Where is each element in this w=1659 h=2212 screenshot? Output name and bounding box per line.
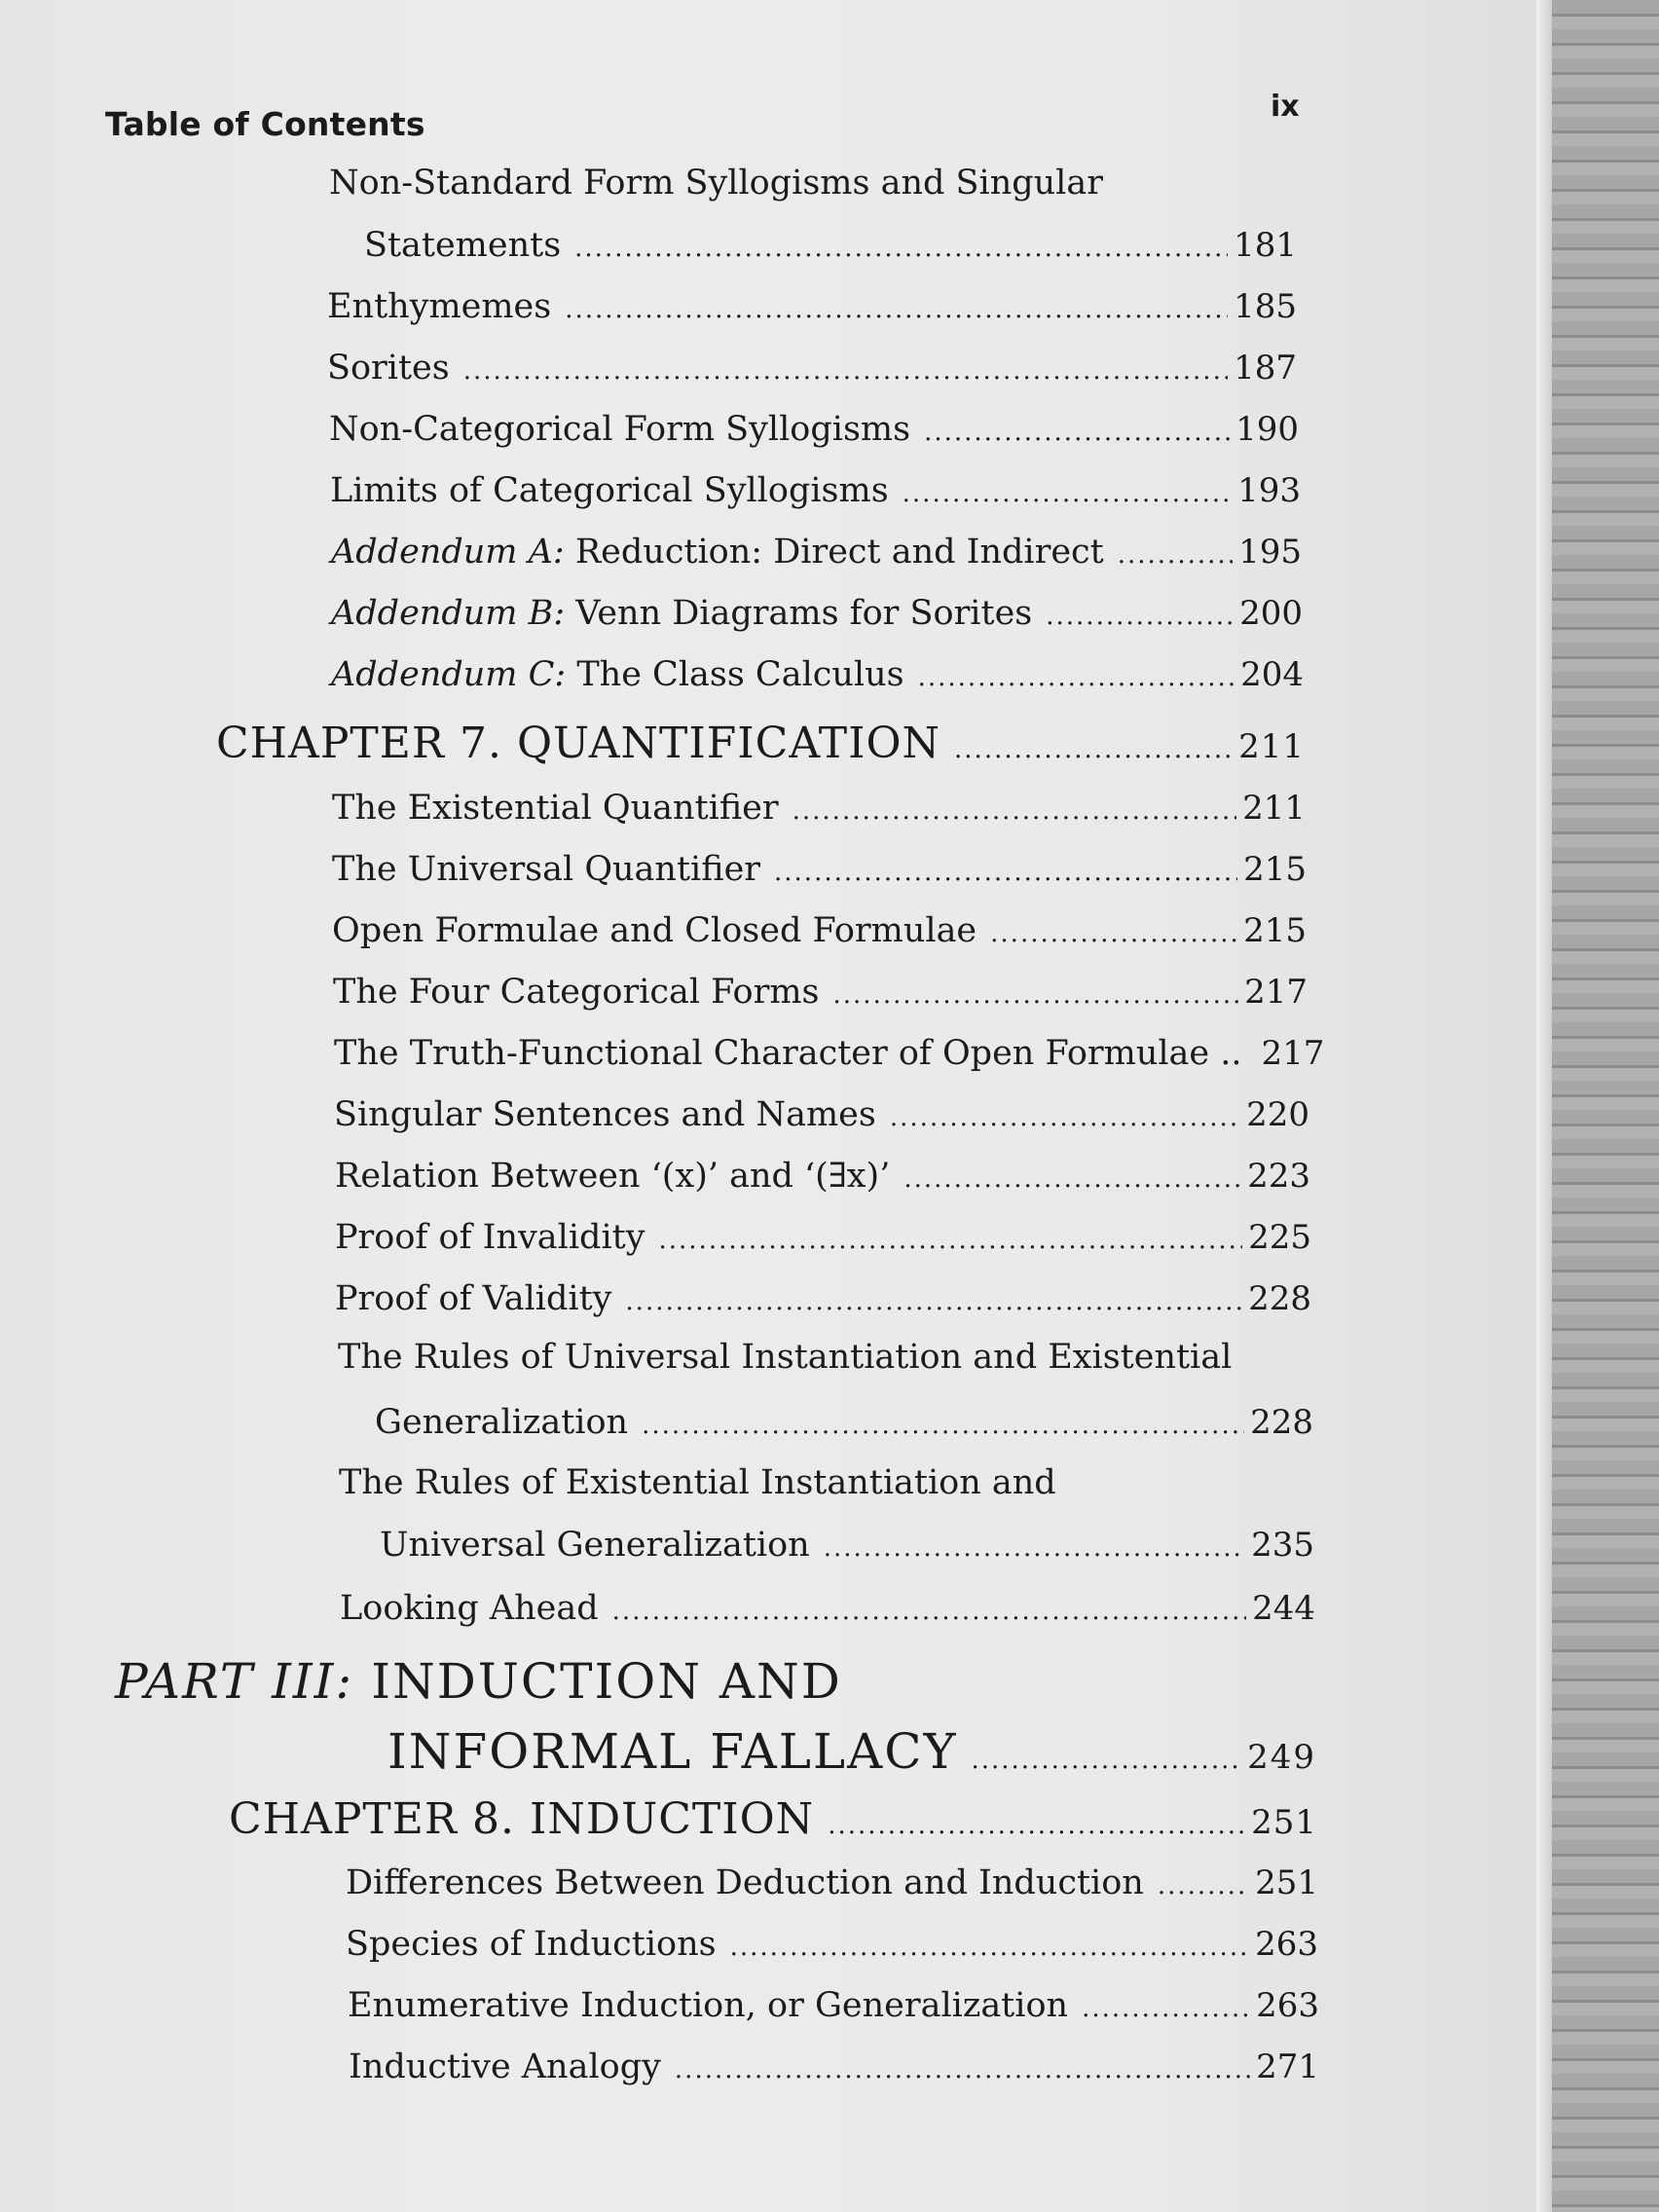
toc-entry-text-line1: Non-Standard Form Syllogisms and Singular [329, 164, 1103, 203]
part-label: PART III: [115, 1653, 354, 1710]
toc-entry-text: Reduction: Direct and Indirect [574, 533, 1104, 571]
toc-page-number: 185 [1234, 287, 1297, 326]
toc-entry [331, 533, 1302, 571]
toc-entry [335, 1279, 1311, 1318]
toc-entry [334, 1034, 1325, 1073]
toc-entry [330, 471, 1301, 510]
part-title-line1: INDUCTION AND [371, 1653, 842, 1710]
toc-page-number: 215 [1243, 850, 1307, 889]
dot-leader [774, 850, 1237, 889]
toc-page-number: 244 [1252, 1589, 1315, 1628]
dot-leader [793, 789, 1236, 828]
toc-entry [334, 1095, 1309, 1134]
toc-entry [331, 594, 1303, 633]
toc-page-number: 200 [1239, 594, 1303, 633]
dot-leader [828, 1794, 1245, 1844]
dot-leader [918, 655, 1235, 694]
addendum-label: Addendum C: [331, 655, 567, 694]
toc-entry-text: Non-Categorical Form Syllogisms [329, 410, 911, 449]
toc-entry-text: Proof of Validity [335, 1279, 612, 1318]
toc-page-number: 220 [1246, 1095, 1309, 1134]
dot-leader [463, 349, 1228, 387]
toc-entry-text: Generalization [375, 1403, 629, 1442]
dot-leader [1082, 1986, 1250, 2025]
toc-page-number: 251 [1251, 1803, 1317, 1842]
toc-entry [335, 1157, 1310, 1196]
toc-page-number: 217 [1244, 973, 1308, 1012]
toc-page-number: 263 [1255, 1925, 1318, 1964]
dot-leader [659, 1218, 1243, 1257]
dot-leader [625, 1279, 1242, 1318]
toc-entry [329, 410, 1299, 449]
toc-entry-text: Sorites [327, 349, 450, 387]
toc-entry-text: Statements [364, 226, 562, 265]
toc-page-number: 181 [1234, 226, 1297, 265]
toc-entry [346, 1863, 1318, 1902]
toc-entry [375, 1403, 1313, 1442]
toc-entry [348, 1986, 1319, 2025]
dot-leader [824, 1526, 1245, 1565]
toc-entry [331, 655, 1304, 694]
toc-entry-text: Proof of Invalidity [335, 1218, 645, 1257]
book-spine-background [1552, 0, 1659, 2212]
dot-leader [574, 226, 1228, 265]
toc-entry-text: Inductive Analogy [349, 2047, 661, 2086]
toc-page-number: 228 [1250, 1403, 1313, 1442]
toc-page-number: 271 [1256, 2047, 1319, 2086]
dot-leader [612, 1589, 1246, 1628]
toc-entry [346, 1925, 1318, 1964]
toc-entry [340, 1589, 1315, 1628]
toc-entry-text: Open Formulae and Closed Formulae [332, 911, 977, 950]
toc-page-number: 228 [1248, 1279, 1311, 1318]
toc-entry-text: The Universal Quantifier [332, 850, 761, 889]
chapter-title: CHAPTER 8. INDUCTION [229, 1794, 815, 1844]
toc-page-number: 204 [1240, 655, 1304, 694]
toc-entry-text: The Truth-Functional Character of Open Formulae .. [334, 1034, 1242, 1073]
toc-entry-text: The Four Categorical Forms [333, 973, 820, 1012]
toc-entry [327, 349, 1297, 387]
toc-entry-text: Looking Ahead [340, 1589, 599, 1628]
toc-entry-text: Singular Sentences and Names [334, 1095, 876, 1134]
toc-entry [335, 1218, 1311, 1257]
dot-leader [1158, 1863, 1249, 1902]
toc-entry-text: Differences Between Deduction and Induction [346, 1863, 1144, 1902]
dot-leader [1118, 533, 1233, 571]
toc-entry-text: Enumerative Induction, or Generalization [348, 1986, 1069, 2025]
running-head: Table of Contents [105, 105, 425, 143]
dot-leader [675, 2047, 1250, 2086]
dot-leader [971, 1723, 1241, 1780]
part-heading-line1 [115, 1653, 842, 1710]
toc-entry-text: Venn Diagrams for Sorites [575, 594, 1033, 633]
toc-entry-text: Species of Inductions [346, 1925, 717, 1964]
toc-page-number: 211 [1242, 789, 1306, 828]
dot-leader [903, 471, 1232, 510]
toc-page-number: 211 [1238, 727, 1305, 766]
page-edge [1536, 0, 1552, 2212]
toc-entry-text: The Class Calculus [576, 655, 904, 694]
toc-page-number: 223 [1247, 1157, 1310, 1196]
toc-page-number: 251 [1255, 1863, 1318, 1902]
toc-page-number: 249 [1247, 1738, 1316, 1777]
page-number: ix [1271, 90, 1300, 124]
toc-page-number: 225 [1248, 1218, 1311, 1257]
part-title: INFORMAL FALLACY [387, 1723, 958, 1780]
toc-entry [380, 1526, 1314, 1565]
toc-page-number: 215 [1243, 911, 1307, 950]
dot-leader [565, 287, 1228, 326]
dot-leader [833, 973, 1239, 1012]
toc-page-number: 235 [1251, 1526, 1314, 1565]
part-heading [387, 1723, 1316, 1780]
dot-leader [990, 911, 1237, 950]
toc-entry-text: Universal Generalization [380, 1526, 810, 1565]
toc-page-number: 263 [1256, 1986, 1319, 2025]
chapter-heading [229, 1794, 1317, 1844]
toc-entry-text: Relation Between ‘(x)’ and ‘(∃x)’ [335, 1157, 891, 1196]
toc-entry-text-line1: The Rules of Universal Instantiation and Existential [338, 1338, 1233, 1377]
toc-entry [364, 226, 1297, 265]
dot-leader [903, 1157, 1241, 1196]
dot-leader [890, 1095, 1240, 1134]
chapter-heading [216, 719, 1305, 768]
addendum-label: Addendum A: [331, 533, 565, 571]
toc-page-number: 190 [1235, 410, 1299, 449]
toc-entry [333, 973, 1308, 1012]
toc-entry [327, 287, 1297, 326]
toc-entry-text: The Existential Quantifier [332, 789, 779, 828]
addendum-label: Addendum B: [331, 594, 566, 633]
dot-leader [1046, 594, 1234, 633]
dot-leader [924, 410, 1230, 449]
toc-entry [332, 911, 1307, 950]
toc-entry [349, 2047, 1319, 2086]
toc-entry-text: Enthymemes [327, 287, 552, 326]
toc-page-number: 195 [1238, 533, 1302, 571]
toc-entry-text: Limits of Categorical Syllogisms [330, 471, 889, 510]
dot-leader [730, 1925, 1250, 1964]
toc-page-number: 217 [1261, 1034, 1325, 1073]
chapter-title: CHAPTER 7. QUANTIFICATION [216, 719, 941, 768]
toc-entry-text-line1: The Rules of Existential Instantiation and [339, 1463, 1056, 1502]
dot-leader [954, 719, 1233, 768]
toc-entry [332, 789, 1306, 828]
toc-page-number: 187 [1234, 349, 1297, 387]
dot-leader [642, 1403, 1244, 1442]
toc-page-number: 193 [1237, 471, 1301, 510]
toc-entry [332, 850, 1307, 889]
